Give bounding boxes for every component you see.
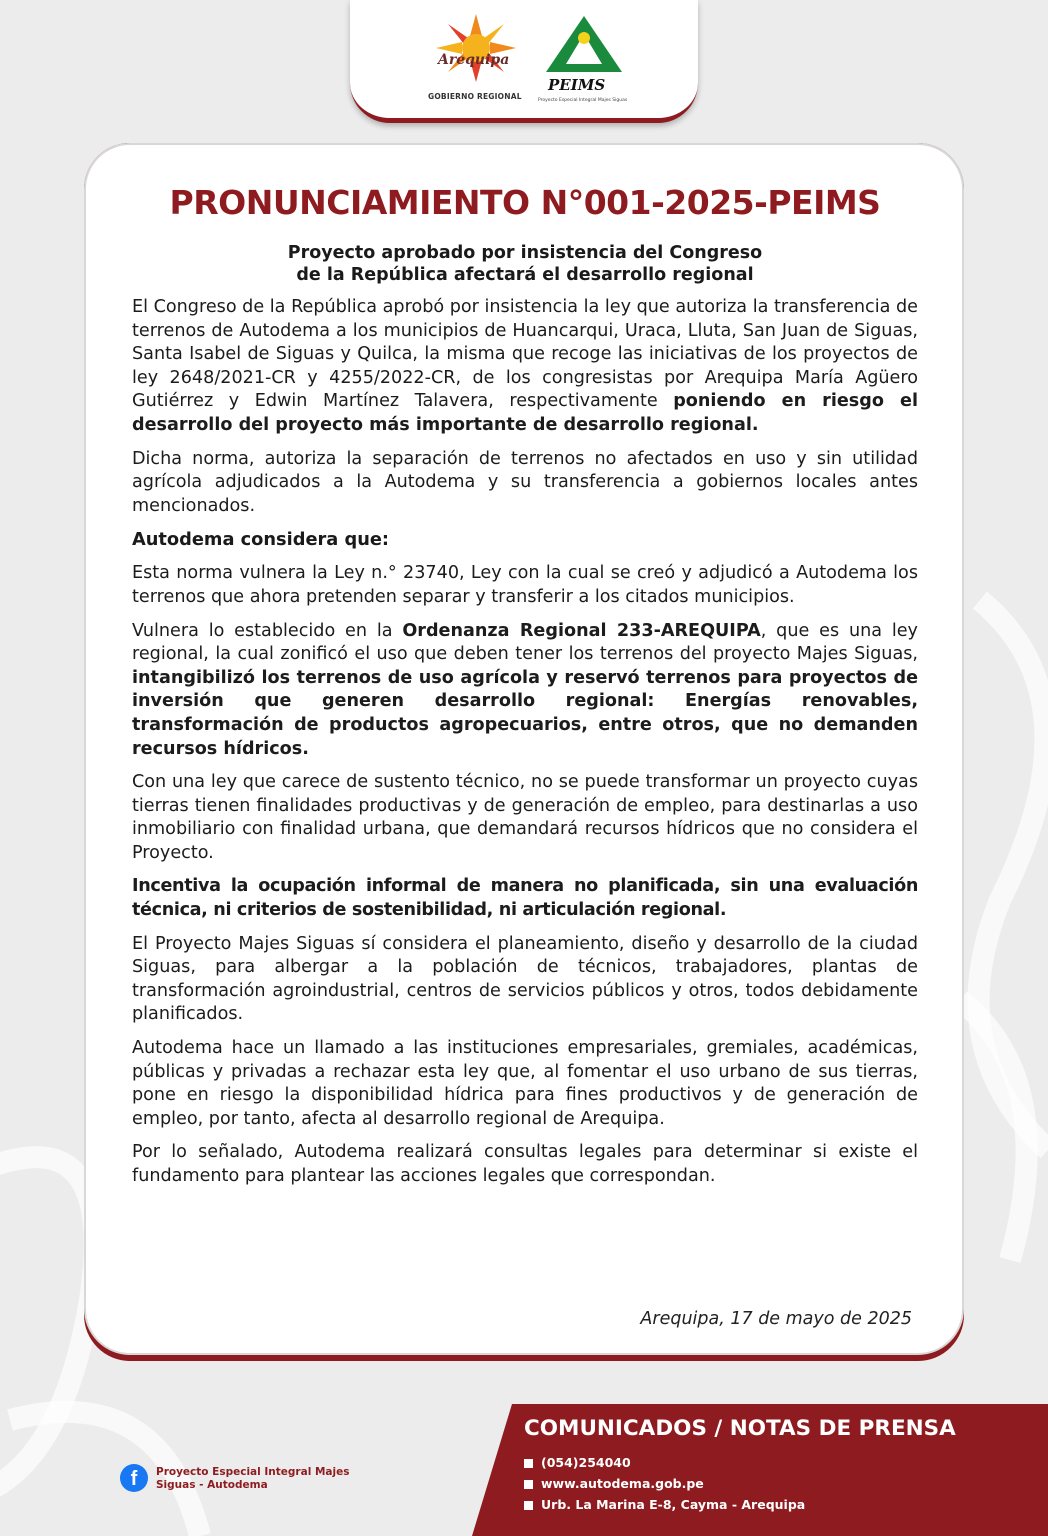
footer-title: COMUNICADOS / NOTAS DE PRENSA xyxy=(524,1416,956,1441)
subtitle-line-2: de la República afectará el desarrollo regional xyxy=(296,265,754,285)
contact-phone xyxy=(524,1452,805,1473)
peims-logo-word: PEIMS xyxy=(548,76,606,94)
contact-website-text[interactable]: www.autodema.gob.pe xyxy=(541,1476,704,1491)
peims-logo xyxy=(538,14,630,106)
paragraph-4-text-a: Vulnera lo establecido en la xyxy=(132,620,403,641)
arequipa-logo-word: Arequipa xyxy=(438,52,510,68)
header-logo-tab xyxy=(350,0,698,123)
document-title: PRONUNCIAMIENTO N°001-2025-PEIMS xyxy=(169,183,881,222)
pronouncement-card xyxy=(84,143,964,1355)
gobierno-regional-logo xyxy=(420,14,530,104)
bullet-square-icon xyxy=(524,1459,533,1468)
paragraph-6: Incentiva la ocupación informal de manera no planificada, sin una evaluación técnica, ni criterios de sostenibilidad, ni articulación regional. xyxy=(132,876,918,921)
contact-address-text: Urb. La Marina E-8, Cayma - Arequipa xyxy=(541,1497,806,1512)
gobierno-regional-label: GOBIERNO REGIONAL xyxy=(428,92,522,101)
contact-website[interactable] xyxy=(524,1473,805,1494)
document-subtitle xyxy=(132,242,918,286)
sun-icon xyxy=(432,14,520,84)
bullet-square-icon xyxy=(524,1480,533,1489)
peims-subtitle: Proyecto Especial Integral Majes Siguas xyxy=(538,98,628,103)
subtitle-line-1: Proyecto aprobado por insistencia del Congreso xyxy=(287,243,763,263)
paragraph-4 xyxy=(132,620,918,762)
paragraph-2: Dicha norma, autoriza la separación de terrenos no afectados en uso y sin utilidad agrícola adjudicados a la Autodema y su transferencia a gobiernos locales antes mencionados. xyxy=(132,448,918,516)
facebook-page-name[interactable] xyxy=(156,1466,349,1492)
bullet-square-icon xyxy=(524,1501,533,1510)
section-heading: Autodema considera que: xyxy=(132,529,390,551)
facebook-line-1: Proyecto Especial Integral Majes xyxy=(156,1466,350,1478)
document-date: Arequipa, 17 de mayo de 2025 xyxy=(640,1309,912,1329)
paragraph-7: El Proyecto Majes Siguas sí considera el planeamiento, diseño y desarrollo de la ciudad Siguas, para albergar a la población de técnicos, trabajadores, plantas de transformación agroindustrial, centros de servicios públicos y otros, todos debidamente planificados. xyxy=(132,933,918,1025)
paragraph-4-ordinance: Ordenanza Regional 233-AREQUIPA xyxy=(402,620,761,641)
paragraph-9: Por lo señalado, Autodema realizará consultas legales para determinar si existe el fundamento para plantear las acciones legales que correspondan. xyxy=(132,1142,918,1186)
paragraph-1 xyxy=(132,296,918,438)
paragraph-1-text: El Congreso de la República aprobó por insistencia la ley que autoriza la transferencia de terrenos de Autodema a los municipios de Huancarqui, Uraca, Lluta, San Juan de Siguas, Santa Isabel de Siguas y Quilca, la misma que recoge las iniciativas de los proyectos de ley 2648/2021-CR y 4255/2022-CR, de los congresistas por Arequipa María Agüero Gutiérrez y Edwin Martínez Talavera, respectivamente xyxy=(132,297,918,412)
facebook-icon[interactable]: f xyxy=(120,1464,148,1492)
paragraph-4-bold: intangibilizó los terrenos de uso agrícola y reservó terrenos para proyectos de inversión que generen desarrollo regional: Energías renovables, transformación de productos agropecuarios, entre otros, que no demanden recursos hídricos. xyxy=(132,667,918,759)
paragraph-8: Autodema hace un llamado a las instituciones empresariales, gremiales, académicas, públicas y privadas a rechazar esta ley que, al fomentar el uso urbano de sus tierras, pone en riesgo la disponibilidad hídrica para fines productivos y de generación de empleo, por tanto, afecta al desarrollo regional de Arequipa. xyxy=(132,1038,918,1129)
peims-mountain-icon xyxy=(542,14,626,78)
contact-list xyxy=(524,1452,805,1515)
facebook-line-2: Siguas - Autodema xyxy=(156,1479,268,1491)
contact-address xyxy=(524,1494,805,1515)
paragraph-4-text-c: , que es una ley regional, la cual zonificó el uso que deben tener los terrenos del proyecto Majes Siguas, xyxy=(132,620,918,665)
contact-phone-text: (054)254040 xyxy=(541,1455,631,1470)
paragraph-1-bold: poniendo en riesgo el desarrollo del proyecto más importante de desarrollo regional. xyxy=(132,391,918,435)
paragraph-3: Esta norma vulnera la Ley n.° 23740, Ley con la cual se creó y adjudicó a Autodema los terrenos que ahora pretenden separar y transferir a los citados municipios. xyxy=(132,563,918,607)
paragraph-5: Con una ley que carece de sustento técnico, no se puede transformar un proyecto cuyas tierras tienen finalidades productivas y de generación de empleo, para destinarlas a uso inmobiliario con finalidad urbana, que demandará recursos hídricos que no considera el Proyecto. xyxy=(132,772,918,863)
